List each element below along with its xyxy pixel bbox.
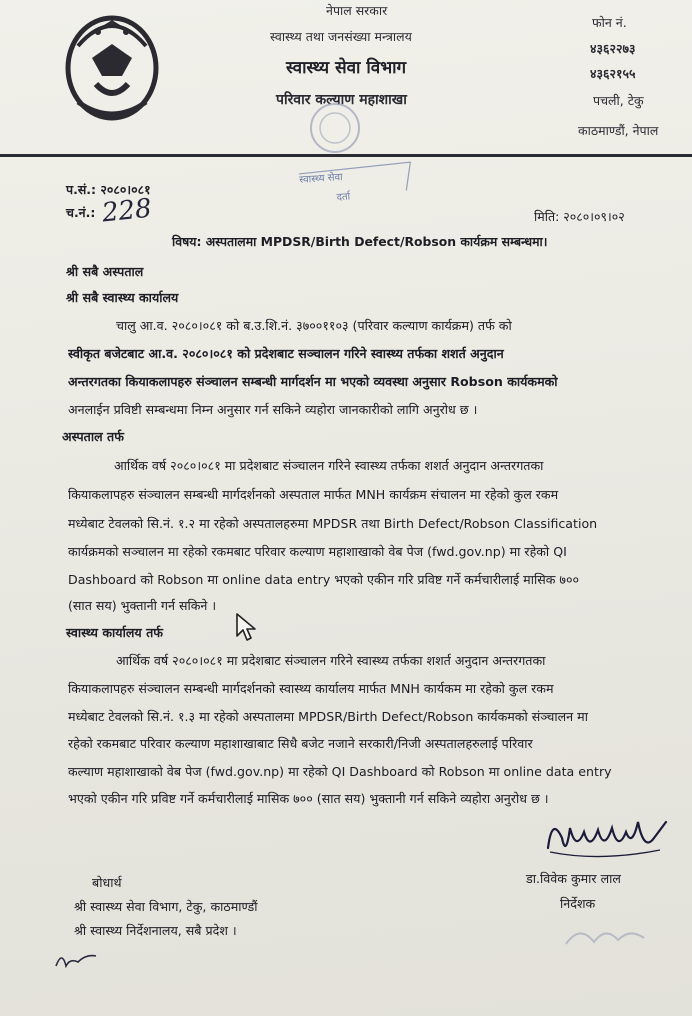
intro-line: स्वीकृत बजेटबाट आ.व. २०८०।०८१ को प्रदेशबाट सञ्चालन गरिने स्वास्थ्य तर्फका शशर्त अनुदान (68, 346, 504, 361)
cc-line: श्री स्वास्थ्य निर्देशनालय, सबै प्रदेश । (74, 923, 237, 938)
subject-line: विषय: अस्पतालमा MPDSR/Birth Defect/Robson कार्यक्रम सम्बन्धमा। (172, 234, 548, 249)
hospital-line: मध्येबाट टेवलको सि.नं. १.२ मा रहेको अस्पतालहरुमा MPDSR तथा Birth Defect/Robson Classification (68, 516, 598, 531)
office-seal-icon (300, 98, 370, 156)
office-heading: स्वास्थ्य कार्यालय तर्फ (66, 625, 163, 640)
cc-heading: बोधार्थ (92, 875, 122, 890)
phone-number-1: ४३६२२७३ (590, 41, 636, 56)
intro-line: चालु आ.व. २०८०।०८१ को ब.उ.शि.नं. ३७००११०३ (परिवार कल्याण कार्यक्रम) तर्फ को (116, 318, 512, 333)
office-line: रहेको रकमबाट परिवार कल्याण महाशाखाबाट सिधै बजेट नजाने सरकारी/निजी अस्पतालहरुलाई परिवार (68, 736, 533, 751)
hospital-line: (सात सय) भुक्तानी गर्न सकिने । (68, 598, 217, 613)
recipient-hospitals: श्री सबै अस्पताल (66, 264, 144, 279)
handwritten-initials-icon (52, 946, 102, 976)
header-govt: नेपाल सरकार (326, 3, 388, 18)
cc-line: श्री स्वास्थ्य सेवा विभाग, टेकु, काठमाण्डौं (74, 899, 258, 914)
recipient-health-offices: श्री सबै स्वास्थ्य कार्यालय (66, 290, 179, 305)
hospital-line: कार्यक्रमको सञ्चालन मा रहेको रकमबाट परिवार कल्याण महाशाखाको वेब पेज (fwd.gov.np) मा रहेको QI (68, 544, 567, 559)
stamp-border-icon (294, 160, 417, 216)
intro-line: अनलाईन प्रविष्टी सम्बन्धमा निम्न अनुसार गर्न सकिने व्यहोरा जानकारीको लागि अनुरोध छ । (68, 402, 478, 417)
hospital-line: कियाकलापहरु संञ्चालन सम्बन्धी मार्गदर्शनको अस्पताल मार्फत MNH कार्यक्रम संचालन मा रहेको कुल रकम (68, 487, 559, 502)
cn-label: च.नं.: (66, 205, 96, 220)
phone-label: फोन नं. (592, 15, 627, 30)
phone-number-2: ४३६२१५५ (590, 66, 636, 81)
office-line: कल्याण महाशाखाको वेब पेज (fwd.gov.np) मा रहेको QI Dashboard को Robson मा online data entry (68, 764, 612, 779)
signatory-title: निर्देशक (560, 896, 596, 911)
intro-line: अन्तरगतका कियाकलापहरु संञ्चालन सम्बन्धी मार्गदर्शन मा भएको व्यवस्था अनुसार Robson कार्यकमको (68, 374, 558, 389)
header-department: स्वास्थ्य सेवा विभाग (286, 58, 407, 78)
header-ministry: स्वास्थ्य तथा जनसंख्या मन्त्रालय (270, 29, 412, 44)
header-division: परिवार कल्याण महाशाखा (276, 92, 407, 108)
stamp-line-2: दर्ता (336, 191, 351, 204)
office-line: मध्येबाट टेवलको सि.नं. १.३ मा रहेको अस्पतालमा MPDSR/Birth Defect/Robson कार्यकमको संञ्चालन मा (68, 709, 588, 724)
nepal-emblem-icon (58, 6, 166, 126)
address-line-1: पचली, टेकु (593, 93, 644, 108)
office-line: आर्थिक वर्ष २०८०।०८१ मा प्रदेशबाट संञ्चालन गरिने स्वास्थ्य तर्फका शशर्त अनुदान अन्तरगतका (116, 653, 546, 668)
office-line: भएको एकीन गरि प्रविष्ट गर्ने कर्मचारीलाई मासिक ७०० (सात सय) भुक्तानी गर्न सकिने व्यहोरा अनुरोध छ । (68, 791, 549, 806)
hospital-heading: अस्पताल तर्फ (62, 429, 124, 444)
faint-stamp-icon (560, 918, 650, 954)
signature-icon (540, 808, 670, 868)
office-line: कियाकलापहरु संञ्चालन सम्बन्धी मार्गदर्शनको स्वास्थ्य कार्यालय मार्फत MNH कार्यकम मा रहेको कुल रकम (68, 681, 554, 696)
letter-date: मिति: २०८०।०९।०२ (534, 209, 625, 224)
signatory-name: डा.विवेक कुमार लाल (526, 871, 621, 886)
received-stamp (294, 160, 417, 216)
stamp-line-1: स्वास्थ्य सेवा (298, 171, 344, 186)
header-divider (0, 154, 692, 157)
mouse-cursor-icon (235, 612, 259, 642)
cn-handwritten: 228 (100, 193, 154, 229)
address-line-2: काठमाण्डौं, नेपाल (578, 123, 659, 138)
hospital-line: आर्थिक वर्ष २०८०।०८१ मा प्रदेशबाट संञ्चालन गरिने स्वास्थ्य तर्फका शशर्त अनुदान अन्तरगतका (114, 458, 544, 473)
ps-number: प.सं.: २०८०।०८१ (66, 182, 151, 197)
hospital-line: Dashboard को Robson मा online data entry भएको एकीन गरि प्रविष्ट गर्ने कर्मचारीलाई मासिक ७०० (68, 572, 580, 587)
